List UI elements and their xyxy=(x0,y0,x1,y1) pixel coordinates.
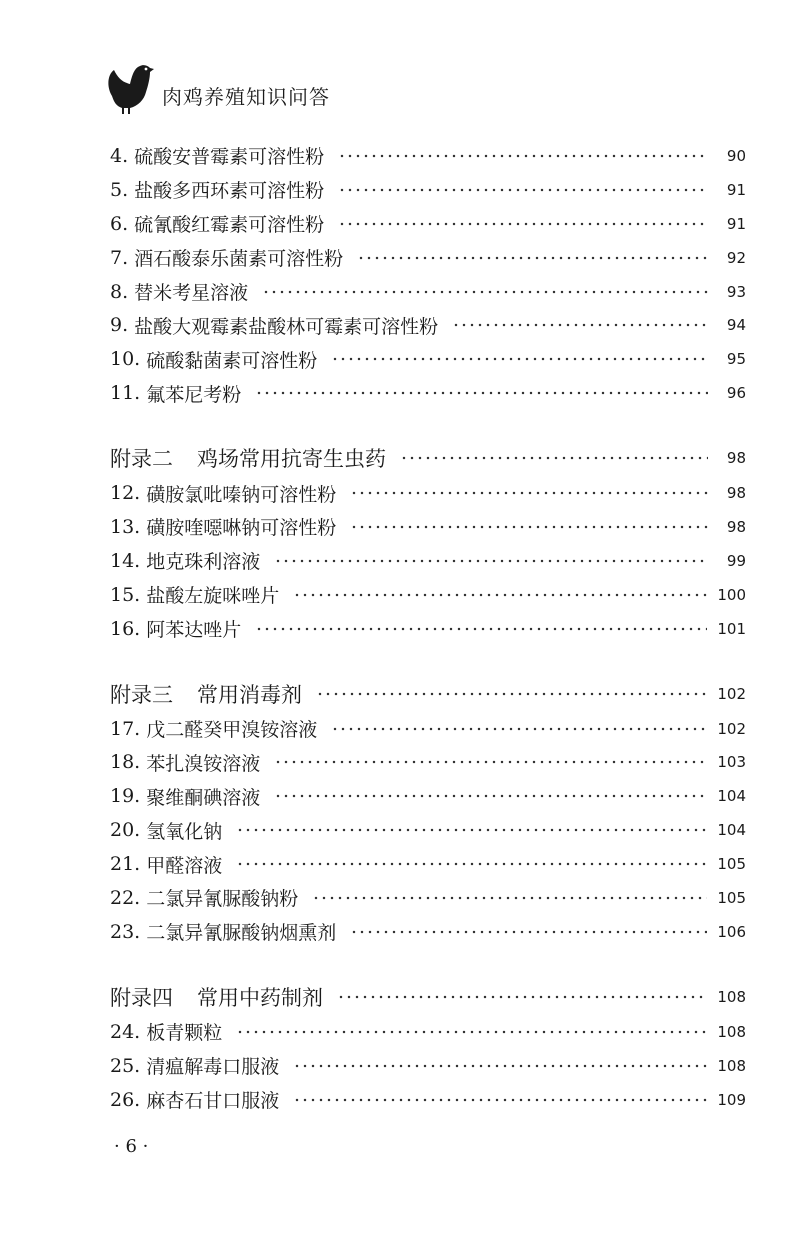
entry-page: 99 xyxy=(726,551,746,570)
entry-number: 10. xyxy=(110,348,141,371)
dot-leader xyxy=(338,219,708,229)
entry-title: 阿苯达唑片 xyxy=(146,619,242,642)
dot-leader xyxy=(337,992,707,1002)
dot-leader xyxy=(331,724,707,734)
toc-entry[interactable] xyxy=(110,342,746,376)
toc-section-items-4-11 xyxy=(110,139,746,410)
entry-title: 盐酸大观霉素盐酸林可霉素可溶性粉 xyxy=(134,315,439,338)
dot-leader xyxy=(274,757,707,767)
header-title: 肉鸡养殖知识问答 xyxy=(162,85,330,109)
toc-entry[interactable] xyxy=(110,476,746,510)
entry-number: 5. xyxy=(110,178,129,201)
entry-number: 17. xyxy=(110,717,141,740)
entry-title: 硫酸黏菌素可溶性粉 xyxy=(146,349,318,372)
entry-number: 21. xyxy=(110,853,141,876)
dot-leader xyxy=(338,151,708,161)
entry-page: 102 xyxy=(717,684,746,703)
toc-entry[interactable] xyxy=(110,1083,746,1117)
toc-entry[interactable] xyxy=(110,139,746,173)
entry-page: 91 xyxy=(726,214,746,233)
toc-entry[interactable] xyxy=(110,578,746,612)
entry-title: 氟苯尼考粉 xyxy=(146,383,242,406)
toc-entry[interactable] xyxy=(110,376,746,410)
entry-number: 6. xyxy=(110,212,129,235)
appendix-4-heading[interactable] xyxy=(110,979,746,1015)
entry-page: 104 xyxy=(717,787,746,806)
entry-title: 聚维酮碘溶液 xyxy=(146,786,261,809)
entry-number: 26. xyxy=(110,1088,141,1111)
entry-number: 15. xyxy=(110,583,141,606)
entry-title: 二氯异氰脲酸钠烟熏剂 xyxy=(146,922,337,945)
entry-number: 14. xyxy=(110,549,141,572)
entry-number: 12. xyxy=(110,482,141,505)
dot-leader xyxy=(357,253,708,263)
entry-title: 二氯异氰脲酸钠粉 xyxy=(146,888,299,911)
dot-leader xyxy=(255,624,707,634)
entry-title: 硫氰酸红霉素可溶性粉 xyxy=(134,214,325,237)
dot-leader xyxy=(236,859,707,869)
entry-title: 苯扎溴铵溶液 xyxy=(146,752,261,775)
entry-title: 盐酸左旋咪唑片 xyxy=(146,585,280,608)
entry-page: 104 xyxy=(717,821,746,840)
entry-page: 105 xyxy=(717,855,746,874)
dot-leader xyxy=(350,927,707,937)
entry-page: 95 xyxy=(726,350,746,369)
entry-number: 22. xyxy=(110,886,141,909)
toc-section-items-17-23 xyxy=(110,712,746,949)
entry-page: 93 xyxy=(726,282,746,301)
running-header xyxy=(104,56,330,116)
entry-number: 25. xyxy=(110,1054,141,1077)
dot-leader xyxy=(236,825,707,835)
entry-title: 清瘟解毒口服液 xyxy=(146,1056,280,1079)
toc-entry[interactable] xyxy=(110,712,746,746)
entry-number: 20. xyxy=(110,819,141,842)
entry-title: 磺胺喹噁啉钠可溶性粉 xyxy=(146,517,337,540)
entry-page: 91 xyxy=(726,180,746,199)
appendix-prefix: 附录二 xyxy=(110,447,173,472)
entry-title: 氢氧化钠 xyxy=(146,820,223,843)
appendix-2-heading[interactable] xyxy=(110,440,746,476)
dot-leader xyxy=(293,1061,707,1071)
entry-title: 酒石酸泰乐菌素可溶性粉 xyxy=(134,248,344,271)
dot-leader xyxy=(350,522,708,532)
toc-entry[interactable] xyxy=(110,1015,746,1049)
entry-page: 101 xyxy=(717,619,746,638)
toc-entry[interactable] xyxy=(110,173,746,207)
section-gap xyxy=(110,646,746,676)
entry-page: 109 xyxy=(717,1090,746,1109)
appendix-title: 常用中药制剂 xyxy=(197,985,323,1010)
dot-leader xyxy=(274,791,707,801)
entry-number: 24. xyxy=(110,1020,141,1043)
toc-entry[interactable] xyxy=(110,612,746,646)
entry-title: 戊二醛癸甲溴铵溶液 xyxy=(146,719,318,742)
appendix-prefix: 附录四 xyxy=(110,985,173,1010)
entry-number: 13. xyxy=(110,515,141,538)
entry-title: 替米考星溶液 xyxy=(134,282,249,304)
entry-number: 19. xyxy=(110,785,141,808)
entry-page: 103 xyxy=(717,753,746,772)
toc-entry[interactable] xyxy=(110,544,746,578)
entry-page: 108 xyxy=(717,1056,746,1075)
dot-leader xyxy=(316,689,707,699)
dot-leader xyxy=(255,388,708,398)
appendix-3-heading[interactable] xyxy=(110,676,746,712)
entry-page: 94 xyxy=(726,316,746,335)
toc-section-items-12-16 xyxy=(110,476,746,645)
dot-leader xyxy=(400,453,708,463)
entry-page: 106 xyxy=(717,922,746,941)
toc-entry[interactable] xyxy=(110,1049,746,1083)
toc-entry[interactable] xyxy=(110,275,746,309)
entry-title: 板青颗粒 xyxy=(146,1022,223,1045)
entry-number: 23. xyxy=(110,920,141,943)
toc-entry[interactable] xyxy=(110,779,746,813)
dot-leader xyxy=(312,893,707,903)
entry-number: 4. xyxy=(110,144,129,167)
entry-number: 11. xyxy=(110,382,141,405)
toc-entry[interactable] xyxy=(110,207,746,241)
dot-leader xyxy=(236,1027,707,1037)
dot-leader xyxy=(274,556,708,566)
dot-leader xyxy=(262,287,708,297)
dot-leader xyxy=(331,354,708,364)
section-gap xyxy=(110,949,746,979)
toc-entry[interactable] xyxy=(110,881,746,915)
entry-page: 100 xyxy=(717,585,746,604)
hen-icon xyxy=(104,56,156,116)
entry-page: 96 xyxy=(726,384,746,403)
entry-number: 7. xyxy=(110,246,129,269)
appendix-prefix: 附录三 xyxy=(110,682,173,707)
page-number: · 6 · xyxy=(114,1136,149,1157)
entry-title: 磺胺氯吡嗪钠可溶性粉 xyxy=(146,483,337,506)
dot-leader xyxy=(452,320,708,330)
table-of-contents xyxy=(110,139,746,1116)
section-gap xyxy=(110,410,746,440)
entry-number: 16. xyxy=(110,617,141,640)
toc-entry[interactable] xyxy=(110,241,746,275)
dot-leader xyxy=(350,488,708,498)
toc-entry[interactable] xyxy=(110,847,746,881)
toc-entry[interactable] xyxy=(110,813,746,847)
entry-title: 硫酸安普霉素可溶性粉 xyxy=(134,146,325,169)
entry-page: 98 xyxy=(726,449,746,468)
entry-page: 108 xyxy=(717,987,746,1006)
toc-entry[interactable] xyxy=(110,510,746,544)
toc-section-items-24-26 xyxy=(110,1015,746,1117)
entry-page: 105 xyxy=(717,888,746,907)
entry-title: 盐酸多西环素可溶性粉 xyxy=(134,180,325,203)
entry-page: 90 xyxy=(726,146,746,165)
toc-entry[interactable] xyxy=(110,915,746,949)
entry-page: 102 xyxy=(717,719,746,738)
dot-leader xyxy=(293,590,707,600)
toc-entry[interactable] xyxy=(110,745,746,779)
appendix-title: 常用消毒剂 xyxy=(197,682,302,707)
dot-leader xyxy=(338,185,708,195)
dot-leader xyxy=(293,1095,707,1105)
entry-number: 8. xyxy=(110,280,129,303)
entry-title: 地克珠利溶液 xyxy=(146,551,261,574)
entry-page: 98 xyxy=(726,484,746,503)
entry-page: 92 xyxy=(726,248,746,267)
entry-number: 18. xyxy=(110,751,141,774)
entry-title: 甲醛溶液 xyxy=(146,854,223,877)
entry-page: 98 xyxy=(726,517,746,536)
entry-number: 9. xyxy=(110,314,129,337)
toc-entry[interactable] xyxy=(110,308,746,342)
entry-page: 108 xyxy=(717,1022,746,1041)
entry-title: 麻杏石甘口服液 xyxy=(146,1090,280,1113)
appendix-title: 鸡场常用抗寄生虫药 xyxy=(197,447,386,472)
